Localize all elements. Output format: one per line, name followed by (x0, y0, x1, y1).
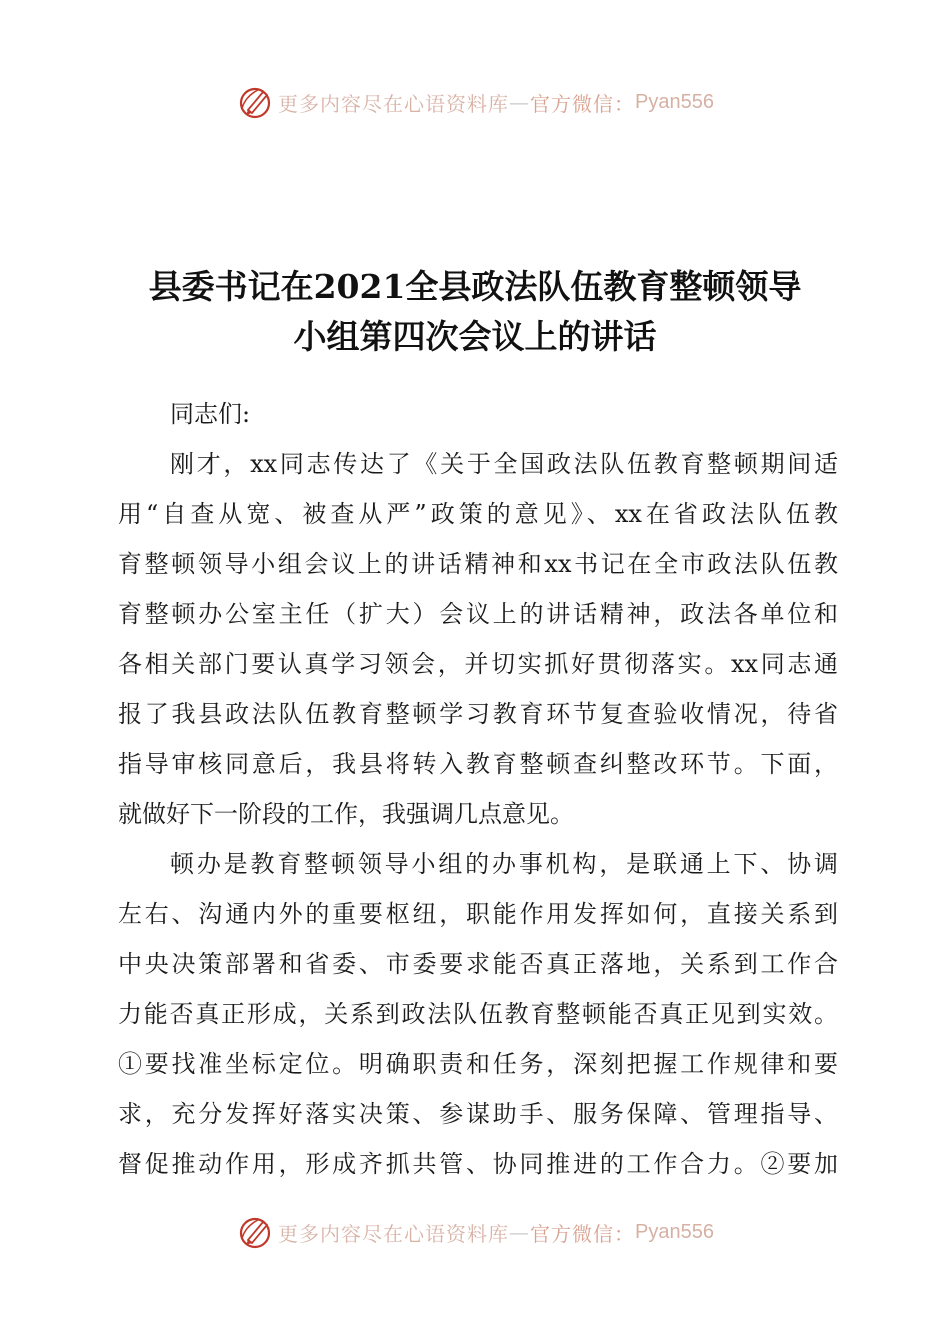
body-line: 用“自查从宽、被查从严”政策的意见》、xx在省政法队伍教 (118, 500, 838, 528)
watermark-text: 更多内容尽在心语资料库 (278, 1221, 510, 1246)
body-line: ①要找准坐标定位。明确职责和任务，深刻把握工作规律和要 (118, 1050, 838, 1078)
body-line: 力能否真正形成，关系到政法队伍教育整顿能否真正见到实效。 (118, 1000, 838, 1028)
body-line: 督促推动作用，形成齐抓共管、协同推进的工作合力。②要加 (118, 1150, 838, 1178)
body-line: 就做好下一阶段的工作，我强调几点意见。 (118, 800, 574, 828)
watermark-separator: — (509, 1220, 531, 1244)
title-line-2: 小组第四次会议上的讲话 (293, 317, 657, 356)
document-body (118, 389, 838, 1189)
body-line: 求，充分发挥好落实决策、参谋助手、服务保障、管理指导、 (118, 1100, 838, 1128)
footer-watermark (0, 1210, 950, 1254)
body-line: 育整顿领导小组会议上的讲话精神和xx书记在全市政法队伍教 (118, 550, 838, 578)
body-line: 育整顿办公室主任（扩大）会议上的讲话精神，政法各单位和 (118, 600, 838, 628)
title-line-1: 县委书记在2021全县政法队伍教育整顿领导 (148, 267, 802, 306)
body-line: 各相关部门要认真学习领会，并切实抓好贯彻落实。xx同志通 (118, 650, 838, 678)
watermark-id: Pyan556 (635, 1220, 714, 1243)
pen-logo-icon (236, 1212, 276, 1252)
watermark-official: 官方微信： (530, 91, 636, 116)
header-watermark (0, 80, 950, 124)
body-line: 刚才，xx同志传达了《关于全国政法队伍教育整顿期间适 (170, 450, 838, 478)
watermark-separator: — (509, 90, 531, 114)
document-title (60, 262, 890, 362)
watermark-text: 更多内容尽在心语资料库 (278, 91, 510, 116)
salutation: 同志们: (170, 400, 251, 428)
pen-logo-icon (236, 82, 276, 122)
body-line: 顿办是教育整顿领导小组的办事机构，是联通上下、协调 (170, 850, 838, 878)
body-line: 左右、沟通内外的重要枢纽，职能作用发挥如何，直接关系到 (118, 900, 838, 928)
watermark-id: Pyan556 (635, 90, 714, 113)
watermark-official: 官方微信： (530, 1221, 636, 1246)
body-line: 报了我县政法队伍教育整顿学习教育环节复查验收情况，待省 (118, 700, 838, 728)
body-line: 中央决策部署和省委、市委要求能否真正落地，关系到工作合 (118, 950, 838, 978)
body-line: 指导审核同意后，我县将转入教育整顿查纠整改环节。下面， (118, 750, 838, 778)
